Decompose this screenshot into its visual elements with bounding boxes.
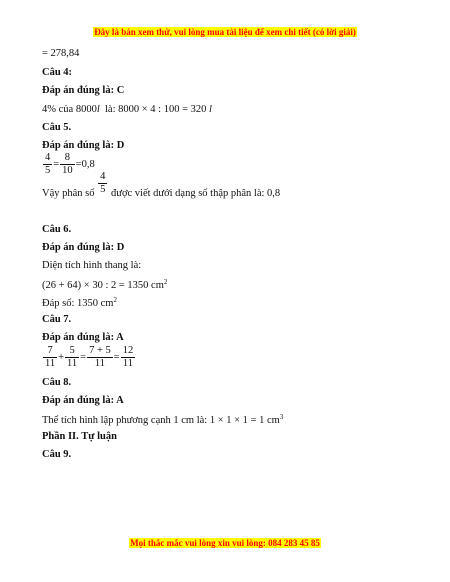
liter-unit: l <box>209 104 212 115</box>
question-6-answer: Đáp án đúng là: D <box>42 242 125 253</box>
q5-text-b: được viết dưới dạng số thập phân là: 0,8 <box>111 188 281 200</box>
question-5-equation <box>42 152 95 177</box>
question-7-equation <box>42 345 136 370</box>
question-8-heading: Câu 8. <box>42 377 72 388</box>
question-6-heading: Câu 6. <box>42 224 72 235</box>
superscript: 2 <box>113 296 117 304</box>
q6-calc-text: (26 + 64) × 30 : 2 = 1350 cm <box>42 280 164 291</box>
question-4-solution <box>42 104 212 115</box>
decimal-result: =0,8 <box>75 158 95 170</box>
fraction: $\frac{4}{5}$ <box>100 171 106 196</box>
question-7-answer: Đáp án đúng là: A <box>42 332 124 343</box>
part-2-heading: Phần II. Tự luận <box>42 431 117 442</box>
question-4-answer: Đáp án đúng là: C <box>42 85 125 96</box>
contact-footer <box>0 538 450 549</box>
question-4-heading: Câu 4: <box>42 67 73 78</box>
question-6-calc <box>42 278 167 291</box>
fraction: $\frac{4}{5}$ <box>45 152 51 177</box>
fraction: $\frac{5}{11}$ <box>67 345 78 370</box>
q5-text-a: Vậy phân số <box>42 188 95 200</box>
q8-text: Thể tích hình lập phương cạnh 1 cm là: 1 × 1 × 1 = 1 cm <box>42 415 280 426</box>
question-6-result <box>42 296 117 309</box>
plus-sign: + <box>58 351 65 363</box>
equals-sign: = <box>53 158 60 170</box>
question-9-heading: Câu 9. <box>42 449 72 460</box>
question-6-text: Diện tích hình thang là: <box>42 260 142 271</box>
fraction: $\frac{7}{11}$ <box>45 345 56 370</box>
question-8-answer: Đáp án đúng là: A <box>42 395 124 406</box>
equals-sign: = <box>113 351 120 363</box>
question-8-solution <box>42 413 283 426</box>
fraction: $\frac{12}{11}$ <box>122 345 134 370</box>
question-5-heading: Câu 5. <box>42 122 72 133</box>
preview-banner <box>0 27 450 38</box>
equals-sign: = <box>80 351 87 363</box>
question-7-heading: Câu 7. <box>42 314 72 325</box>
superscript: 3 <box>279 413 284 421</box>
q4-part-a: 4% của 8000 <box>42 104 97 115</box>
q6-result-text: Đáp số: 1350 cm <box>42 298 114 309</box>
contact-footer-text: Mọi thắc mắc vui lòng xin vui lòng: 084 283 45 85 <box>130 538 320 548</box>
question-5-answer: Đáp án đúng là: D <box>42 140 125 151</box>
question-5-conclusion <box>42 171 281 200</box>
superscript: 2 <box>163 278 168 286</box>
preview-banner-text: Đây là bản xem thử, vui lòng mua tài liệu để xem chi tiết (có lời giải) <box>94 27 356 37</box>
q4-part-b: là: 8000 × 4 : 100 = 320 <box>99 104 210 115</box>
fraction: $\frac{7 + 5}{11}$ <box>89 345 111 370</box>
result-line: = 278,84 <box>42 48 80 59</box>
fraction: $\frac{8}{10}$ <box>62 152 73 177</box>
liter-unit: l <box>96 104 100 115</box>
